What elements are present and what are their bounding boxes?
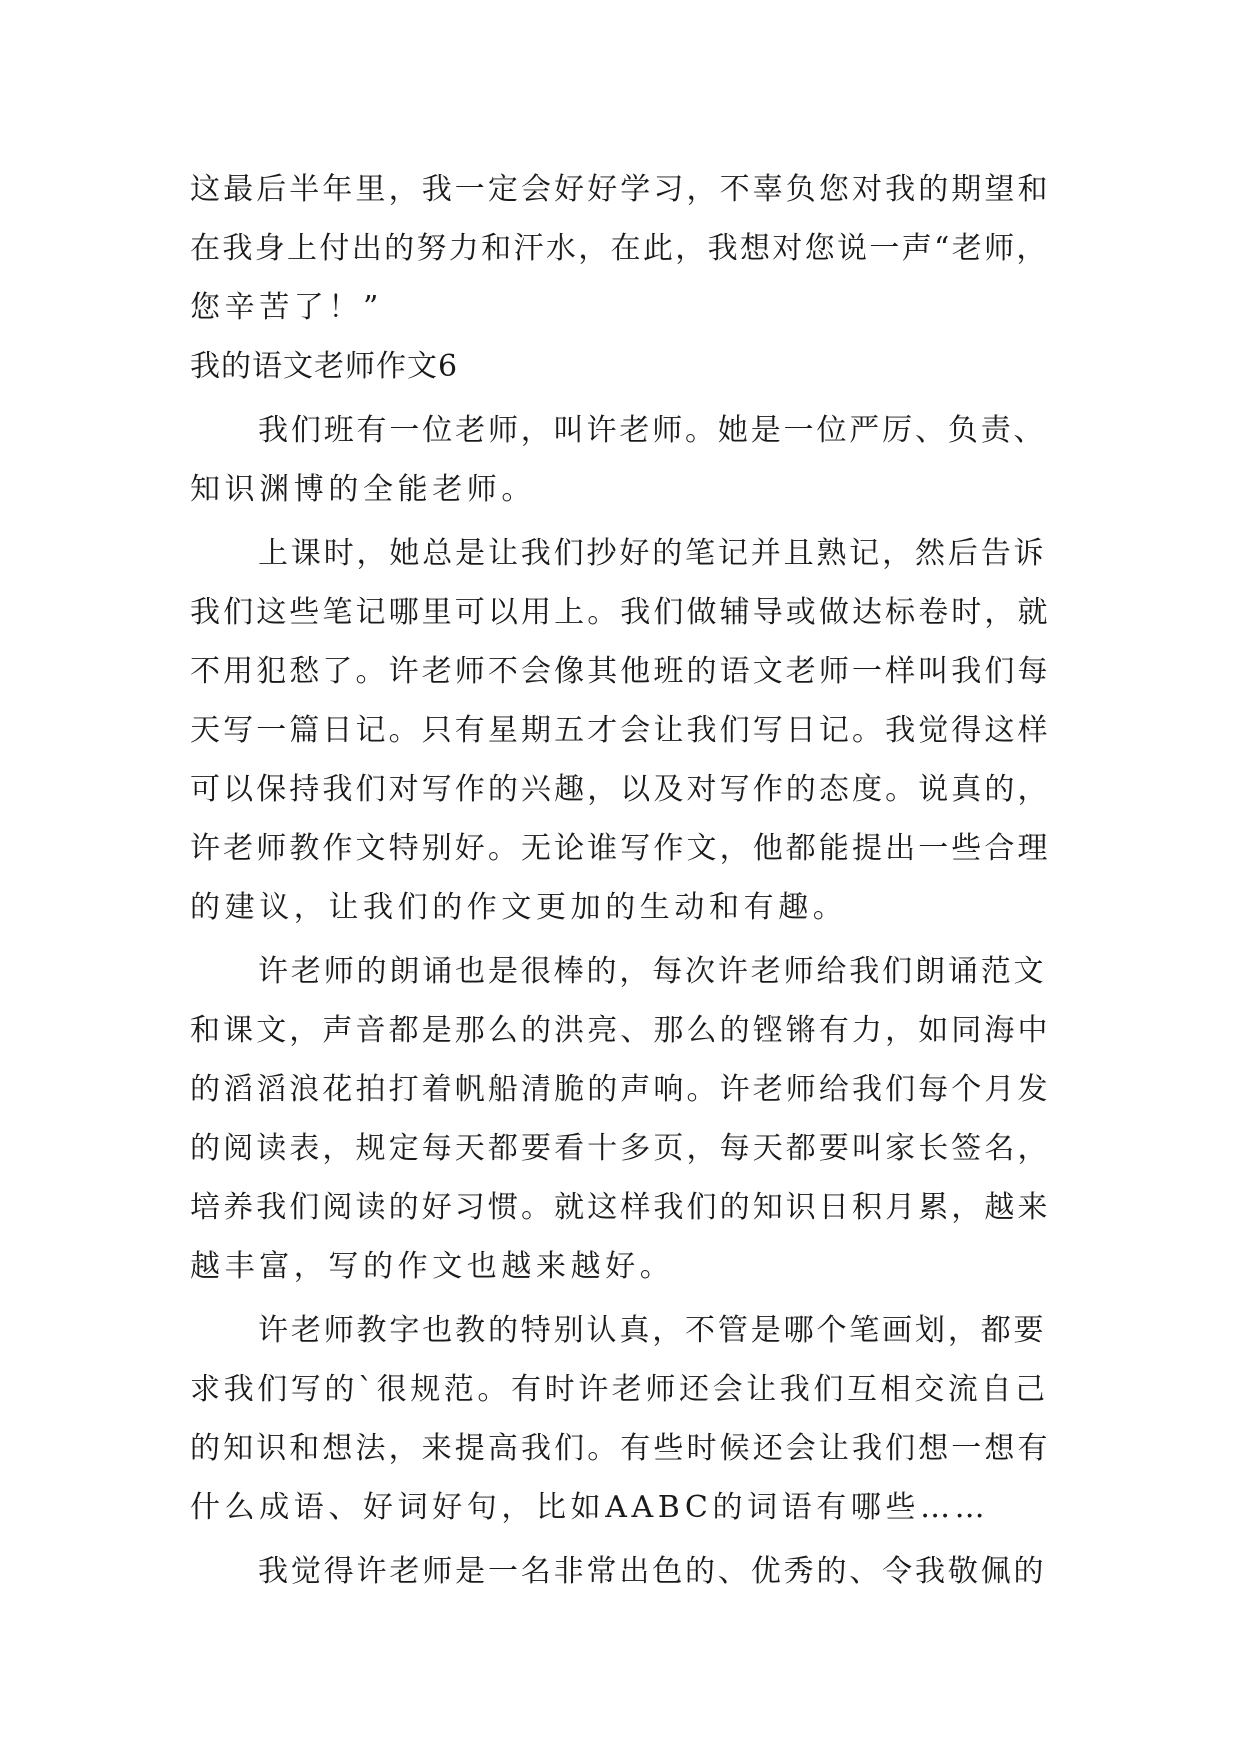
text-line: 越丰富，写的作文也越来越好。 <box>190 1249 675 1284</box>
text-line: 的建议，让我们的作文更加的生动和有趣。 <box>190 890 848 925</box>
text-line: 培养我们阅读的好习惯。就这样我们的知识日积月累，越来 <box>190 1190 1051 1225</box>
paragraph <box>190 524 1050 937</box>
text-line: 知识渊博的全能老师。 <box>190 472 536 507</box>
text-line: 我们班有一位老师，叫许老师。她是一位严厉、负责、 <box>258 413 1047 448</box>
essay-title: 我的语文老师作文6 <box>190 349 459 384</box>
text-line: 可以保持我们对写作的兴趣，以及对写作的态度。说真的， <box>190 772 1051 807</box>
text-line: 什么成语、好词好句，比如AABC的词语有哪些…… <box>190 1490 990 1525</box>
text-line: 我觉得许老师是一名非常出色的、优秀的、令我敬佩的 <box>258 1554 1047 1589</box>
text-line: 许老师的朗诵也是很棒的，每次许老师给我们朗诵范文 <box>258 954 1047 989</box>
paragraph <box>190 1301 1050 1537</box>
text-line: 在我身上付出的努力和汗水，在此，我想对您说一声“老师， <box>190 231 1049 266</box>
text-line: 的阅读表，规定每天都要看十多页，每天都要叫家长签名， <box>190 1131 1051 1166</box>
text-line: 天写一篇日记。只有星期五才会让我们写日记。我觉得这样 <box>190 713 1051 748</box>
text-line: 许老师教字也教的特别认真，不管是哪个笔画划，都要 <box>258 1313 1047 1348</box>
text-line: 我们这些笔记哪里可以用上。我们做辅导或做达标卷时，就 <box>190 595 1051 630</box>
text-line: 的滔滔浪花拍打着帆船清脆的声响。许老师给我们每个月发 <box>190 1072 1051 1107</box>
paragraph <box>190 942 1050 1296</box>
text-line: 求我们写的`很规范。有时许老师还会让我们互相交流自己 <box>190 1372 1049 1407</box>
text-line: 上课时，她总是让我们抄好的笔记并且熟记，然后告诉 <box>258 536 1047 571</box>
paragraph <box>190 1542 1050 1601</box>
document-page <box>190 160 1050 1601</box>
text-line: 许老师教作文特别好。无论谁写作文，他都能提出一些合理 <box>190 831 1051 866</box>
text-line: 不用犯愁了。许老师不会像其他班的语文老师一样叫我们每 <box>190 654 1051 689</box>
continuation-paragraph <box>190 160 1050 337</box>
text-line: 和课文，声音都是那么的洪亮、那么的铿锵有力，如同海中 <box>190 1013 1051 1048</box>
paragraph <box>190 401 1050 519</box>
text-line: 您辛苦了！” <box>190 290 383 325</box>
text-line: 的知识和想法，来提高我们。有些时候还会让我们想一想有 <box>190 1431 1051 1466</box>
text-line: 这最后半年里，我一定会好好学习，不辜负您对我的期望和 <box>190 172 1051 207</box>
